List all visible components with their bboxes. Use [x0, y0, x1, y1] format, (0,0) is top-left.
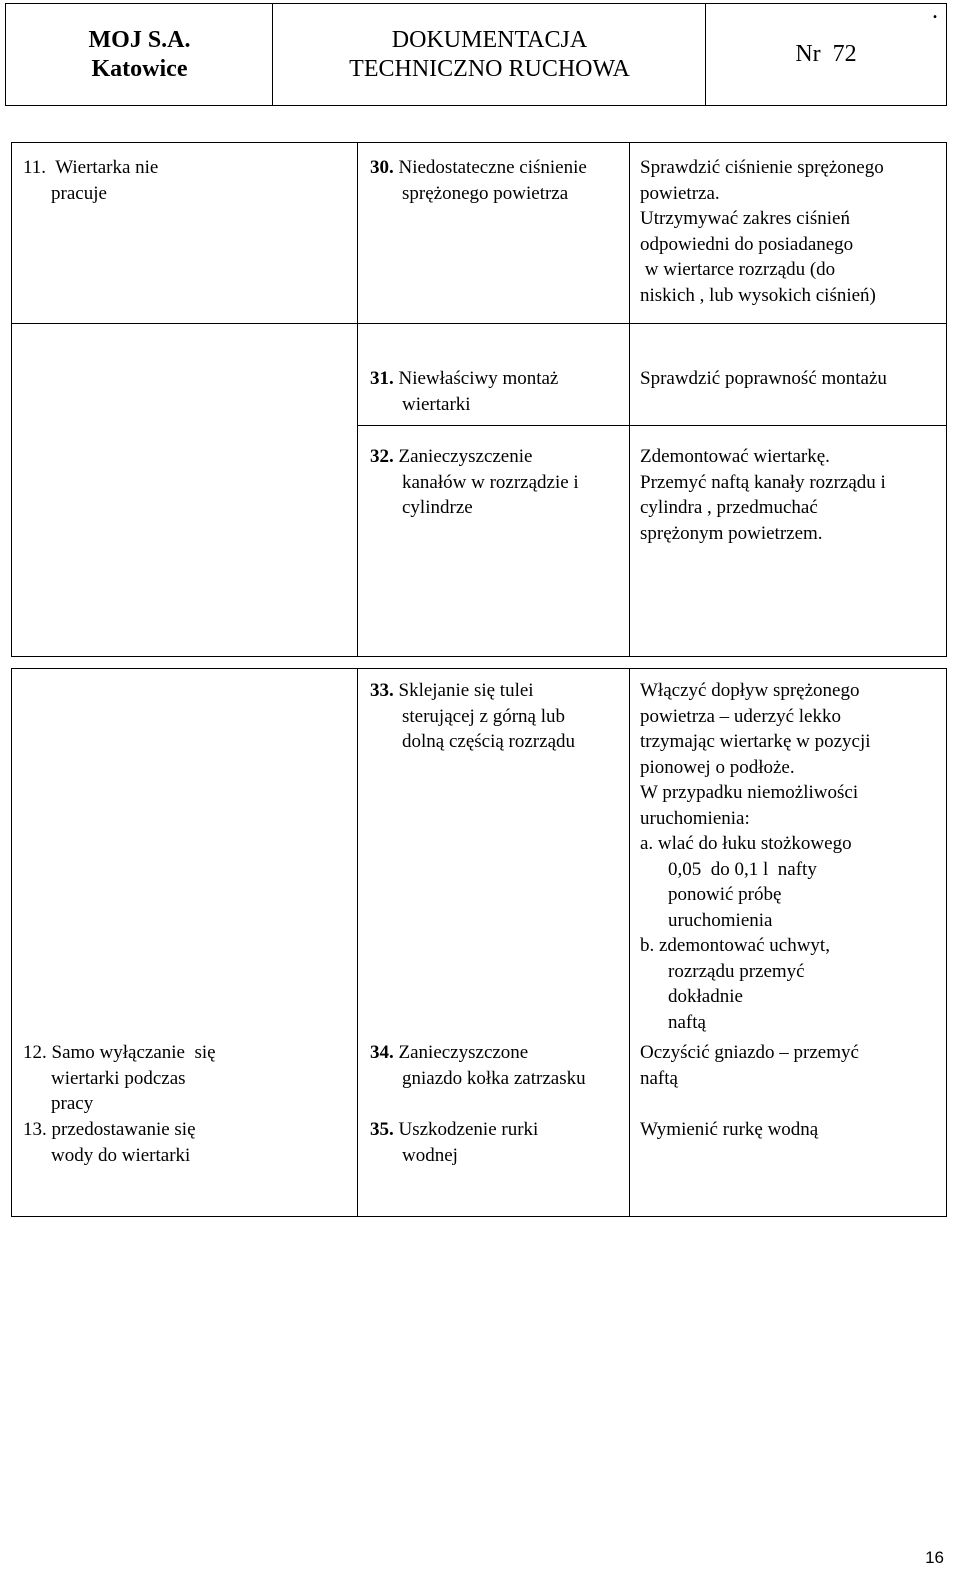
remedy-33: [640, 678, 871, 1035]
remedy-line: odpowiedni do posiadanego: [640, 233, 854, 255]
cause-33: [370, 678, 575, 755]
cause-number: 34.: [370, 1042, 394, 1063]
remedy-30: [640, 155, 884, 308]
cause-number: 33.: [370, 680, 394, 701]
remedy-line: W przypadku niemożliwości: [640, 782, 859, 803]
cause-30: [370, 155, 587, 206]
cause-line: Niedostateczne ciśnienie: [398, 157, 587, 178]
cause-34: [370, 1040, 586, 1091]
remedy-line: pionowej o podłoże.: [640, 756, 795, 778]
cause-line: wodnej: [402, 1144, 458, 1166]
cause-line: Sklejanie się tulei: [398, 680, 534, 701]
remedy-line: naftą: [640, 1067, 678, 1089]
cause-line: Zanieczyszczone: [398, 1042, 529, 1063]
remedy-line: Wymienić rurkę wodną: [640, 1119, 819, 1140]
remedy-line: Utrzymywać zakres ciśnień: [640, 208, 850, 229]
document-type: DOKUMENTACJA: [391, 26, 588, 53]
fault-13: [23, 1117, 196, 1168]
document-header: [5, 0, 947, 106]
page-number: 16: [925, 1548, 944, 1567]
remedy-line: 0,05 do 0,1 l nafty: [668, 858, 817, 880]
fault-line: 13. przedostawanie się: [23, 1119, 196, 1140]
remedy-line: b. zdemontować uchwyt,: [640, 935, 830, 956]
cause-number: 35.: [370, 1119, 394, 1140]
remedy-line: cylindra , przedmuchać: [640, 497, 818, 518]
document-title-cell: [273, 4, 706, 105]
remedy-line: a. wlać do łuku stożkowego: [640, 833, 852, 854]
company-cell: [6, 4, 273, 105]
cause-31: [370, 366, 558, 417]
cause-line: kanałów w rozrządzie i: [402, 471, 579, 493]
cause-number: 32.: [370, 446, 394, 467]
cause-35: [370, 1117, 538, 1168]
remedy-line: dokładnie: [668, 986, 743, 1007]
fault-line: 12. Samo wyłączanie się: [23, 1042, 216, 1063]
cause-line: wiertarki: [402, 393, 471, 415]
remedy-line: Włączyć dopływ sprężonego: [640, 680, 860, 701]
remedy-line: w wiertarce rozrządu (do: [640, 259, 836, 280]
document-number-cell: [706, 4, 946, 105]
cause-line: dolną częścią rozrządu: [402, 731, 576, 752]
remedy-line: Zdemontować wiertarkę.: [640, 446, 830, 467]
fault-line: wiertarki podczas: [51, 1067, 186, 1089]
remedy-line: Oczyścić gniazdo – przemyć: [640, 1042, 859, 1063]
cause-line: Uszkodzenie rurki: [398, 1119, 539, 1140]
remedy-34: [640, 1040, 859, 1091]
remedy-line: ponowić próbę: [668, 884, 782, 905]
document-number: Nr 72: [795, 41, 857, 67]
company-city: Katowice: [91, 55, 188, 82]
document-subtype: TECHNICZNO RUCHOWA: [349, 55, 630, 82]
remedy-31: [640, 366, 887, 392]
remedy-line: niskich , lub wysokich ciśnień): [640, 284, 876, 306]
remedy-line: powietrza.: [640, 182, 720, 204]
remedy-line: powietrza – uderzyć lekko: [640, 705, 841, 727]
cause-line: Niewłaściwy montaż: [398, 368, 559, 389]
cause-number: 31.: [370, 368, 394, 389]
cause-line: sterującej z górną lub: [402, 705, 566, 727]
corner-dot: .: [932, 0, 938, 24]
remedy-line: sprężonym powietrzem.: [640, 522, 823, 544]
remedy-35: [640, 1117, 818, 1143]
remedy-line: trzymając wiertarkę w pozycji: [640, 731, 871, 752]
cause-32: [370, 444, 579, 521]
fault-line: pracy: [51, 1093, 94, 1114]
remedy-line: uruchomienia: [668, 909, 773, 931]
fault-line: wody do wiertarki: [51, 1144, 191, 1166]
remedy-32: [640, 444, 886, 546]
fault-line: pracuje: [51, 182, 107, 204]
cause-line: gniazdo kołka zatrzasku: [402, 1067, 586, 1089]
fault-line: 11. Wiertarka nie: [23, 157, 159, 178]
fault-11: [23, 155, 158, 206]
remedy-line: naftą: [668, 1011, 706, 1033]
fault-12: [23, 1040, 216, 1117]
company-name: MOJ S.A.: [88, 26, 191, 53]
remedy-line: rozrządu przemyć: [668, 960, 805, 982]
cause-line: Zanieczyszczenie: [398, 446, 533, 467]
cause-line: cylindrze: [402, 497, 473, 518]
remedy-line: Sprawdzić ciśnienie sprężonego: [640, 157, 884, 178]
remedy-line: Sprawdzić poprawność montażu: [640, 368, 887, 389]
cause-number: 30.: [370, 157, 394, 178]
remedy-line: Przemyć naftą kanały rozrządu i: [640, 471, 886, 493]
remedy-line: uruchomienia:: [640, 807, 750, 829]
cause-line: sprężonego powietrza: [402, 182, 569, 204]
